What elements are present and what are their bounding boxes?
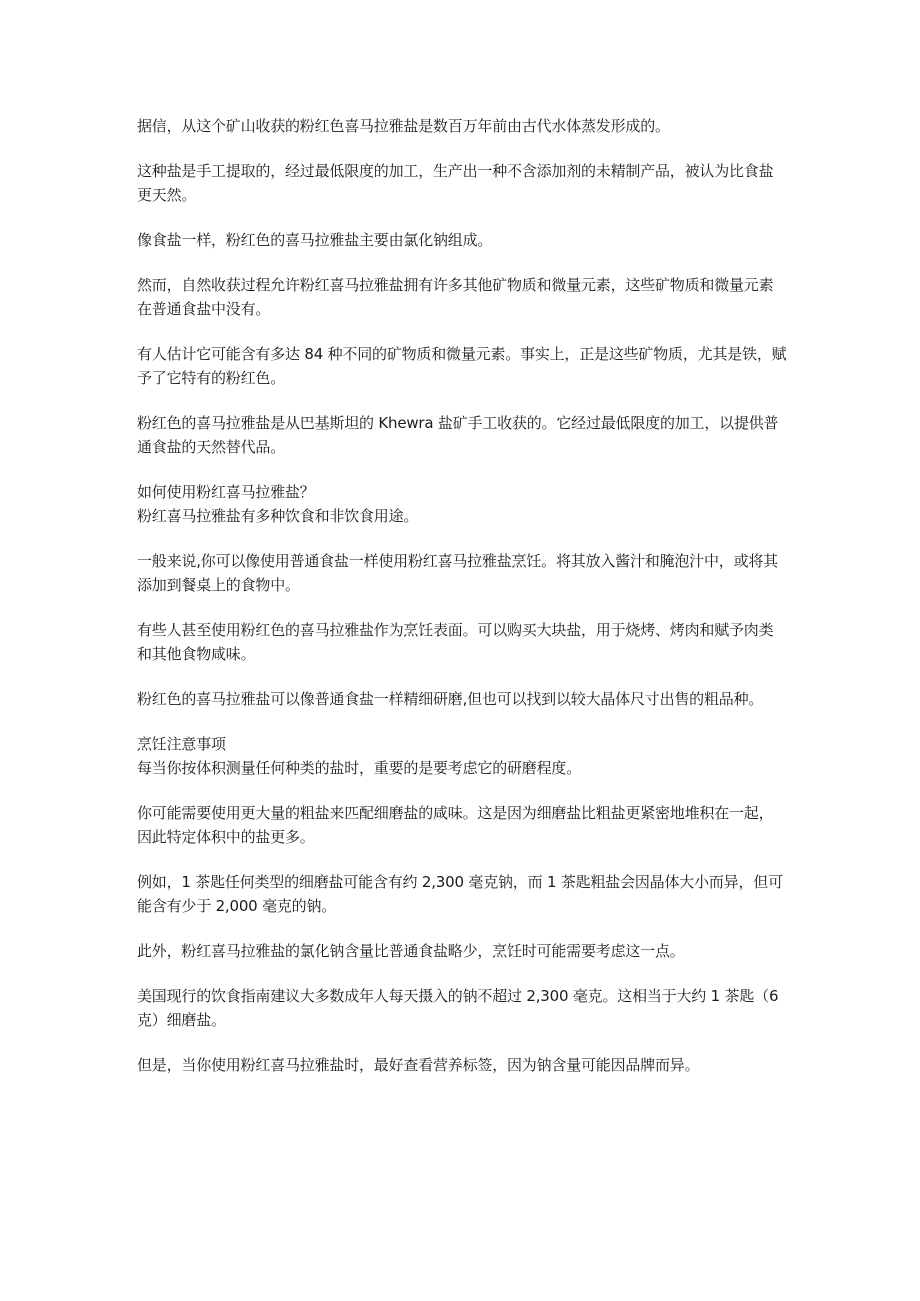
paragraph: 有些人甚至使用粉红色的喜马拉雅盐作为烹饪表面。可以购买大块盐，用于烧烤、烤肉和赋予肉类和其他食物咸味。 xyxy=(137,621,774,663)
section-heading: 如何使用粉红喜马拉雅盐？ xyxy=(137,483,315,501)
paragraph: 粉红喜马拉雅盐有多种饮食和非饮食用途。 xyxy=(137,507,419,525)
paragraph: 例如，1 茶匙任何类型的细磨盐可能含有约 2,300 毫克钠，而 1 茶匙粗盐会因晶体大小而异，但可能含有少于 2,000 毫克的钠。 xyxy=(137,873,783,915)
paragraph: 粉红色的喜马拉雅盐是从巴基斯坦的 Khewra 盐矿手工收获的。它经过最低限度的加工，以提供普通食盐的天然替代品。 xyxy=(137,414,779,456)
document-body xyxy=(137,114,787,1077)
paragraph: 每当你按体积测量任何种类的盐时，重要的是要考虑它的研磨程度。 xyxy=(137,759,582,777)
paragraph: 你可能需要使用更大量的粗盐来匹配细磨盐的咸味。这是因为细磨盐比粗盐更紧密地堆积在一起，因此特定体积中的盐更多。 xyxy=(137,804,774,846)
paragraph: 这种盐是手工提取的，经过最低限度的加工，生产出一种不含添加剂的未精制产品，被认为比食盐更天然。 xyxy=(137,162,774,204)
paragraph: 但是，当你使用粉红喜马拉雅盐时，最好查看营养标签，因为钠含量可能因品牌而异。 xyxy=(137,1056,700,1074)
paragraph: 有人估计它可能含有多达 84 种不同的矿物质和微量元素。事实上，正是这些矿物质，尤其是铁，赋予了它特有的粉红色。 xyxy=(137,345,787,387)
paragraph: 一般来说,你可以像使用普通食盐一样使用粉红喜马拉雅盐烹饪。将其放入酱汁和腌泡汁中，或将其添加到餐桌上的食物中。 xyxy=(137,552,778,594)
paragraph: 像食盐一样，粉红色的喜马拉雅盐主要由氯化钠组成。 xyxy=(137,231,493,249)
paragraph: 据信，从这个矿山收获的粉红色喜马拉雅盐是数百万年前由古代水体蒸发形成的。 xyxy=(137,117,670,135)
paragraph: 然而，自然收获过程允许粉红喜马拉雅盐拥有许多其他矿物质和微量元素，这些矿物质和微量元素在普通食盐中没有。 xyxy=(137,276,774,318)
paragraph: 粉红色的喜马拉雅盐可以像普通食盐一样精细研磨,但也可以找到以较大晶体尺寸出售的粗品种。 xyxy=(137,690,764,708)
paragraph: 美国现行的饮食指南建议大多数成年人每天摄入的钠不超过 2,300 毫克。这相当于大约 1 茶匙（6 克）细磨盐。 xyxy=(137,987,779,1029)
section-heading: 烹饪注意事项 xyxy=(137,735,226,753)
paragraph: 此外，粉红喜马拉雅盐的氯化钠含量比普通食盐略少，烹饪时可能需要考虑这一点。 xyxy=(137,942,685,960)
